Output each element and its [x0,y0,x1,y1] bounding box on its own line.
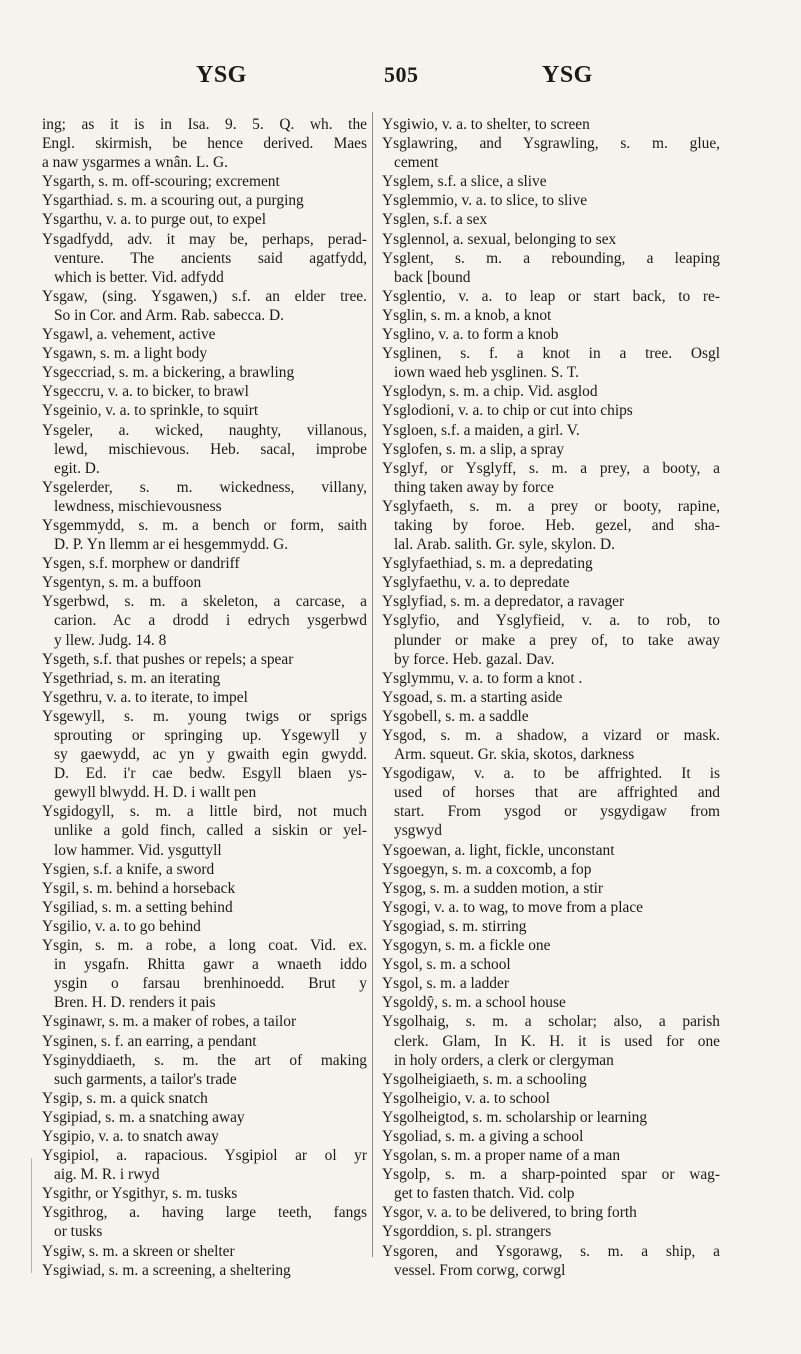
dictionary-line: D. P. Yn llemm ar ei hesgemmydd. G. [54,536,289,554]
column-divider [372,112,373,1257]
dictionary-line: Ysglyfaethiad, s. m. a depredating [382,555,593,573]
dictionary-line: taking by foroe. Heb. gezel, and sha- [394,516,720,534]
dictionary-line: Ysgen, s.f. morphew or dandriff [42,555,240,573]
dictionary-line: sy gaewydd, ac yn y gwaith egin gwydd. [54,746,367,764]
left-column [42,115,367,1280]
dictionary-line: D. Ed. i'r cae bedw. Esgyll blaen ys- [54,765,367,783]
dictionary-line: Ysgiwiad, s. m. a screening, a sheltering [42,1261,291,1279]
dictionary-line: Ysgipio, v. a. to snatch away [42,1127,219,1145]
dictionary-line: or tusks [54,1223,103,1241]
dictionary-line: Ysginen, s. f. an earring, a pendant [42,1032,257,1050]
dictionary-line: Ysgipiad, s. m. a snatching away [42,1108,245,1126]
dictionary-line: Ysgolheigiaeth, s. m. a schooling [382,1070,587,1088]
dictionary-line: y llew. Judg. 14. 8 [54,631,167,649]
dictionary-line: Ysgol, s. m. a ladder [382,975,509,993]
dictionary-line: Ysginawr, s. m. a maker of robes, a tailor [42,1013,297,1031]
dictionary-line: Ysgoegyn, s. m. a coxcomb, a fop [382,860,592,878]
dictionary-line: Ysgolan, s. m. a proper name of a man [382,1147,621,1165]
dictionary-line: Ysgentyn, s. m. a buffoon [42,574,202,592]
dictionary-line: Ysgoren, and Ysgorawg, s. m. a ship, a [382,1242,720,1260]
dictionary-line: cement [394,154,439,172]
dictionary-line: Ysglodyn, s. m. a chip. Vid. asglod [382,383,598,401]
dictionary-line: Ysglentio, v. a. to leap or start back, to re- [382,287,720,305]
dictionary-line: Ysglent, s. m. a rebounding, a leaping [382,249,720,267]
dictionary-line: Ysgolheigtod, s. m. scholarship or learning [382,1108,648,1126]
dictionary-line: unlike a gold finch, called a siskin or yel- [54,822,367,840]
dictionary-line: Ysgadfydd, adv. it may be, perhaps, perad- [42,230,367,248]
dictionary-line: Ysgarthu, v. a. to purge out, to expel [42,211,266,229]
dictionary-line: Ysgerbwd, s. m. a skeleton, a carcase, a [42,593,367,611]
dictionary-line: Ysgogiad, s. m. stirring [382,917,527,935]
dictionary-line: Ysgobell, s. m. a saddle [382,707,529,725]
dictionary-line: Ysgiliad, s. m. a setting behind [42,898,233,916]
dictionary-line: used of horses that are affrighted and [394,784,720,802]
dictionary-line: Ysgemmydd, s. m. a bench or form, saith [42,516,367,534]
dictionary-line: Ysgewyll, s. m. young twigs or sprigs [42,707,367,725]
dictionary-line: Ysglyfiad, s. m. a depredator, a ravager [382,593,625,611]
header-left-word: YSG [196,62,247,88]
dictionary-line: Ysgogyn, s. m. a fickle one [382,937,551,955]
dictionary-line: Ysglen, s.f. a sex [382,211,488,229]
dictionary-line: So in Cor. and Arm. Rab. sabecca. D. [54,306,284,324]
dictionary-line: carion. Ac a drodd i edrych ysgerbwd [54,612,367,630]
dictionary-line: get to fasten thatch. Vid. colp [394,1185,575,1203]
dictionary-line: sprouting or springing up. Ysgewyll y [54,727,367,744]
dictionary-line: Ysgien, s.f. a knife, a sword [42,860,215,878]
dictionary-line: Ysgarthiad. s. m. a scouring out, a purging [42,192,304,210]
dictionary-line: Ysglyf, or Ysglyff, s. m. a prey, a booty, a [382,459,720,477]
dictionary-line: clerk. Glam, In K. H. it is used for one [394,1032,720,1050]
dictionary-line: Ysgeinio, v. a. to sprinkle, to squirt [42,402,259,420]
dictionary-line: Ysgolheigio, v. a. to school [382,1089,550,1107]
dictionary-line: Ysgarth, s. m. off-scouring; excrement [42,173,280,191]
dictionary-line: Ysglyfaethu, v. a. to depredate [382,574,570,592]
dictionary-line: Ysgethriad, s. m. an iterating [42,669,221,687]
header-right-word: YSG [542,62,593,88]
dictionary-line: Ysglodioni, v. a. to chip or cut into chips [382,402,633,420]
margin-line [31,1158,32,1273]
dictionary-line: Ysgidogyll, s. m. a little bird, not much [42,803,367,821]
dictionary-line: back [bound [394,268,471,286]
dictionary-line: Ysgoewan, a. light, fickle, unconstant [382,841,615,859]
dictionary-line: Arm. squeut. Gr. skia, skotos, darkness [394,746,635,764]
dictionary-line: Ysglemmio, v. a. to slice, to slive [382,192,588,210]
dictionary-line: Ysglyfio, and Ysglyfieid, v. a. to rob, to [382,612,720,630]
dictionary-line: Ysgolhaig, s. m. a scholar; also, a parish [382,1013,720,1031]
dictionary-line: Ysgoliad, s. m. a giving a school [382,1127,584,1145]
dictionary-line: Ysglymmu, v. a. to form a knot . [382,669,583,687]
page-number: 505 [384,62,419,87]
dictionary-line: by force. Heb. gazal. Dav. [394,650,555,668]
dictionary-line: ing; as it is in Isa. 9. 5. Q. wh. the [42,116,367,133]
dictionary-line: which is better. Vid. adfydd [54,268,224,286]
dictionary-line: Ysgolp, s. m. a sharp-pointed spar or wag- [382,1166,720,1184]
dictionary-line: Ysgeccru, v. a. to bicker, to brawl [42,383,249,401]
dictionary-line: Ysgoad, s. m. a starting aside [382,688,563,706]
dictionary-line: Ysgod, s. m. a shadow, a vizard or mask. [382,727,720,744]
dictionary-line: Ysgeth, s.f. that pushes or repels; a spear [42,650,294,668]
dictionary-line: Ysglawring, and Ysgrawling, s. m. glue, [382,135,720,153]
dictionary-line: in holy orders, a clerk or clergyman [394,1051,614,1069]
dictionary-line: Ysgogi, v. a. to wag, to move from a place [382,898,644,916]
dictionary-line: Ysgaw, (sing. Ysgawen,) s.f. an elder tree. [42,287,367,305]
dictionary-line: lewdness, mischievousness [54,497,222,515]
right-column [382,115,720,1280]
dictionary-line: Ysgol, s. m. a school [382,956,511,974]
dictionary-line: lewd, mischievous. Heb. sacal, improbe [54,440,367,458]
dictionary-line: gewyll blwydd. H. D. i wallt pen [54,784,257,802]
dictionary-line: Ysgethru, v. a. to iterate, to impel [42,688,248,706]
dictionary-line: Ysgilio, v. a. to go behind [42,917,201,935]
dictionary-line: Ysglyfaeth, s. m. a prey or booty, rapine, [382,497,720,515]
dictionary-line: Ysginyddiaeth, s. m. the art of making [42,1051,367,1069]
dictionary-line: Ysglin, s. m. a knob, a knot [382,306,552,324]
dictionary-line: vessel. From corwg, corwgl [394,1261,566,1279]
dictionary-line: aig. M. R. i rwyd [54,1166,160,1184]
dictionary-line: Engl. skirmish, be hence derived. Maes [42,135,367,153]
dictionary-line: thing taken away by force [394,478,554,496]
dictionary-line: ysgwyd [394,822,442,840]
dictionary-line: Ysgil, s. m. behind a horseback [42,879,236,897]
dictionary-line: Ysgodigaw, v. a. to be affrighted. It is [382,765,720,783]
dictionary-line: Ysgloen, s.f. a maiden, a girl. V. [382,421,580,439]
dictionary-line: egit. D. [54,459,100,477]
dictionary-line: Ysgithrog, a. having large teeth, fangs [42,1204,367,1222]
dictionary-line: Ysgip, s. m. a quick snatch [42,1089,208,1107]
dictionary-line: Ysgin, s. m. a robe, a long coat. Vid. ex. [42,937,367,955]
running-header [0,62,801,102]
dictionary-line: Ysgorddion, s. pl. strangers [382,1223,552,1241]
dictionary-line: a naw ysgarmes a wnân. L. G. [42,154,228,172]
dictionary-line: Ysglem, s.f. a slice, a slive [382,173,547,191]
dictionary-line: Ysgawl, a. vehement, active [42,326,216,344]
dictionary-line: plunder or make a prey of, to take away [394,631,720,649]
dictionary-line: ysgin o farsau brenhinoedd. Brut y [54,975,367,993]
dictionary-line: Ysgawn, s. m. a light body [42,345,208,363]
dictionary-line: Ysgor, v. a. to be delivered, to bring forth [382,1204,637,1222]
dictionary-line: Ysgog, s. m. a sudden motion, a stir [382,879,604,897]
dictionary-line: Ysgelerder, s. m. wickedness, villany, [42,478,367,496]
dictionary-line: Ysgipiol, a. rapacious. Ysgipiol ar ol yr [42,1147,367,1165]
dictionary-line: low hammer. Vid. ysguttyll [54,841,222,859]
dictionary-line: lal. Arab. salith. Gr. syle, skylon. D. [394,536,616,554]
dictionary-line: iown waed heb ysglinen. S. T. [394,364,579,382]
dictionary-line: Bren. H. D. renders it pais [54,994,216,1012]
dictionary-line: such garments, a tailor's trade [54,1070,237,1088]
dictionary-line: start. From ysgod or ysgydigaw from [394,803,720,821]
dictionary-line: Ysglofen, s. m. a slip, a spray [382,440,565,458]
dictionary-line: Ysglinen, s. f. a knot in a tree. Osgl [382,345,720,363]
dictionary-line: Ysglino, v. a. to form a knob [382,326,559,344]
dictionary-line: venture. The ancients said agatfydd, [54,249,367,267]
dictionary-line: Ysgoldŷ, s. m. a school house [382,994,566,1012]
dictionary-line: Ysgiw, s. m. a skreen or shelter [42,1242,235,1260]
dictionary-line: in ysgafn. Rhitta gawr a wnaeth iddo [54,956,367,974]
dictionary-line: Ysgiwio, v. a. to shelter, to screen [382,116,590,133]
dictionary-line: Ysgithr, or Ysgithyr, s. m. tusks [42,1185,238,1203]
dictionary-line: Ysgeler, a. wicked, naughty, villanous, [42,421,367,439]
dictionary-line: Ysgeccriad, s. m. a bickering, a brawling [42,364,295,382]
dictionary-line: Ysglennol, a. sexual, belonging to sex [382,230,617,248]
